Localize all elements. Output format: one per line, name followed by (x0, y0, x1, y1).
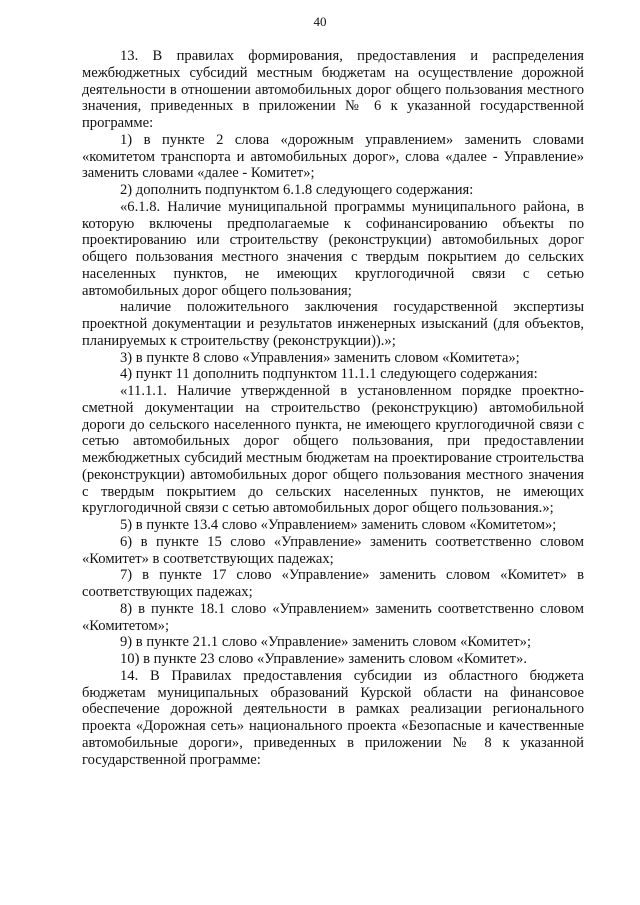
paragraph-subitem-5: 5) в пункте 13.4 слово «Управлением» заменить словом «Комитетом»; (120, 517, 557, 533)
paragraph-subitem-9: 9) в пункте 21.1 слово «Управление» заменить словом «Комитет»; (120, 634, 532, 651)
document-body (82, 48, 584, 768)
paragraph-subitem-6: 6) в пункте 15 слово «Управление» заменить соответственно словом «Комитет» в соответствующих падежах; (82, 533, 584, 567)
paragraph-subitem-3: 3) в пункте 8 слово «Управления» заменить словом «Комитета»; (120, 349, 520, 366)
paragraph-subitem-1: 1) в пункте 2 слова «дорожным управлением» заменить словами «комитетом транспорта и автомобильных дорог», слова «далее - Управление» заменить словами «далее - Комитет»; (82, 131, 584, 182)
paragraph-subitem-4: 4) пункт 11 дополнить подпунктом 11.1.1 следующего содержания: (120, 366, 538, 383)
paragraph-item-13: 13. В правилах формирования, предоставления и распределения межбюджетных субсидий местным бюджетам на осуществление дорожной деятельности в отношении автомобильных дорог общего пользования местного значения, приведенных в приложении № 6 к указанной государственной программе: (82, 48, 584, 131)
paragraph-item-14: 14. В Правилах предоставления субсидии из областного бюджета бюджетам муниципальных образований Курской области на финансовое обеспечение дорожной деятельности в рамках реализации регионального проекта «Дорожная сеть» национального проекта «Безопасные и качественные автомобильные дороги», приведенных в приложении № 8 к указанной государственной программе: (82, 667, 584, 768)
paragraph-subitem-2: 2) дополнить подпунктом 6.1.8 следующего содержания: (120, 182, 474, 198)
paragraph-quote-11-1-1: «11.1.1. Наличие утвержденной в установленном порядке проектно-сметной документации на строительство (реконструкцию) автомобильной дороги до сельского населенного пункта, не имеющего круглогодичной связи с сетью автомобильных дорог общего пользования, при предоставлении межбюджетных субсидий местным бюджетам на проектирование строительства (реконструкции) автомобильных дорог общего пользования местного значения с твердым покрытием до сельских населенных пунктов, не имеющих круглогодичной связи с сетью автомобильных дорог общего пользования.»; (82, 383, 584, 517)
page-number: 40 (313, 14, 327, 29)
paragraph-expertise: наличие положительного заключения государственной экспертизы проектной документации и результатов инженерных изысканий (для объектов, планируемых к строительству (реконструкции)).»; (82, 299, 584, 349)
paragraph-subitem-8: 8) в пункте 18.1 слово «Управлением» заменить соответственно словом «Комитетом»; (82, 600, 584, 634)
paragraph-subitem-7: 7) в пункте 17 слово «Управление» заменить словом «Комитет» в соответствующих падежах; (82, 567, 584, 600)
paragraph-quote-6-1-8: «6.1.8. Наличие муниципальной программы муниципального района, в которую включены предполагаемые к софинансированию объекты по проектированию или строительству (реконструкции) автомобильных дорог общего пользования местного значения с твердым покрытием до сельских населенных пунктов, не имеющих круглогодичной связи с сетью автомобильных дорог общего пользования; (82, 198, 584, 299)
paragraph-subitem-10: 10) в пункте 23 слово «Управление» заменить словом «Комитет». (120, 651, 527, 667)
